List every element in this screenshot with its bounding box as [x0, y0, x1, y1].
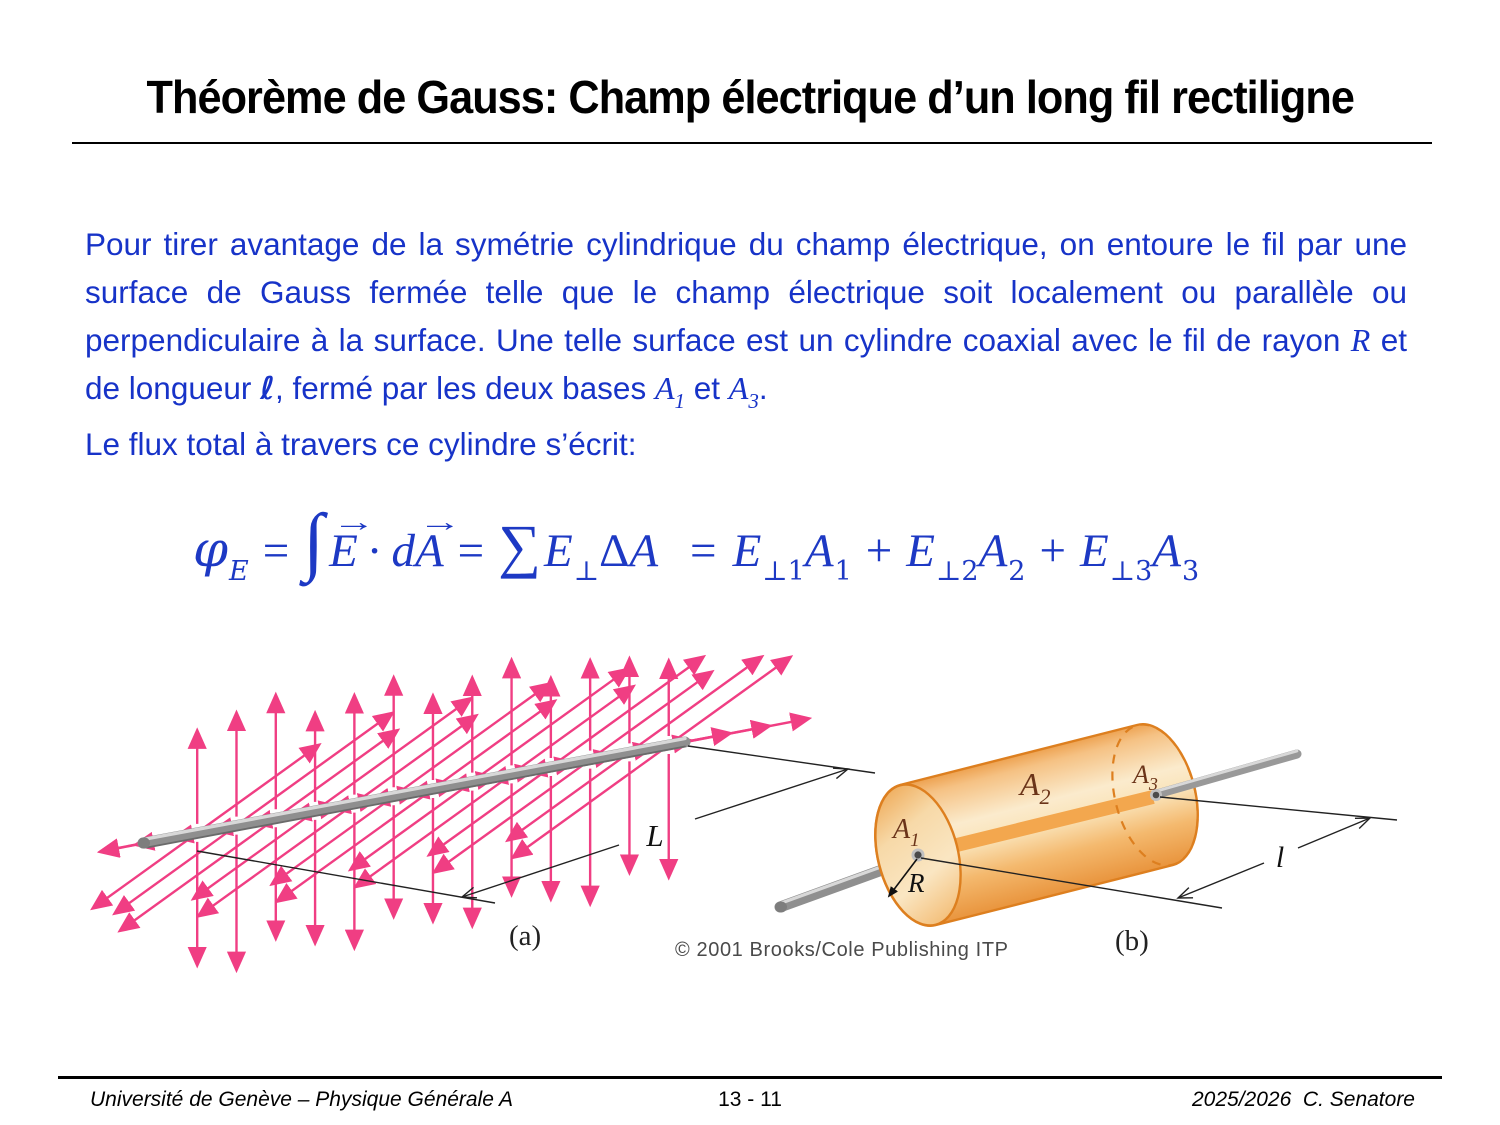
- intro-text-3: , fermé par les deux bases: [275, 370, 655, 406]
- term2-A-sub: 2: [1008, 556, 1026, 587]
- phi-symbol: φ: [193, 520, 229, 578]
- plus-1: +: [865, 525, 893, 577]
- equals-1: =: [262, 525, 290, 577]
- dot-operator: ·: [366, 525, 383, 577]
- equals-3: =: [690, 525, 717, 577]
- intro-text-2: et de longueur: [85, 322, 1407, 406]
- var-A1: A: [654, 370, 675, 406]
- vector-arrow-icon: →: [332, 507, 376, 538]
- term3-E-sub: ⊥3: [1109, 556, 1153, 587]
- plus-2: +: [1039, 525, 1066, 577]
- title-row: [0, 70, 1500, 124]
- page-title: Théorème de Gauss: Champ électrique d’un long fil rectiligne: [146, 71, 1354, 123]
- caption-a: (a): [509, 920, 542, 952]
- term1-A: A: [804, 525, 834, 577]
- delta-symbol: Δ: [599, 525, 630, 577]
- delta-A: A: [629, 525, 659, 577]
- intro-text-4: et: [685, 370, 729, 406]
- footer-page-number: 13 - 11: [718, 1088, 782, 1111]
- term3-A-sub: 3: [1182, 556, 1200, 587]
- footer-rule: [58, 1076, 1442, 1079]
- intro-text-5: .: [758, 370, 768, 406]
- label-A1: $A_1$: [893, 814, 920, 851]
- perp-subscript: ⊥: [573, 556, 600, 587]
- intro-text-1: Pour tirer avantage de la symétrie cylindrique du champ électrique, on entoure le fil par une surface de Gauss fermée telle que le champ électrique soit localement ou parallèle ou perpendiculaire à la surface. Une telle surface est un cylindre coaxial avec le fil de rayon: [85, 226, 1407, 358]
- phi-subscript: E: [229, 556, 249, 587]
- term1-E: E: [732, 525, 762, 577]
- vector-arrow-icon: →: [417, 507, 462, 538]
- differential-d: d: [391, 525, 415, 577]
- label-l: l: [1275, 841, 1285, 874]
- term1-A-sub: 1: [834, 556, 852, 587]
- integral-sign: ∫: [303, 499, 325, 583]
- label-A2: $A_2$: [1020, 766, 1051, 809]
- title-rule: [72, 142, 1432, 144]
- caption-b: (b): [1115, 925, 1149, 957]
- E-vector: → E: [329, 507, 376, 577]
- var-ell: ℓ: [260, 370, 276, 407]
- var-R: R: [1350, 322, 1371, 358]
- electric-field-arrows: [93, 657, 809, 970]
- term2-E-sub: ⊥2: [936, 556, 979, 587]
- term2-E: E: [906, 525, 935, 577]
- sigma-sign: ∑: [498, 513, 541, 579]
- footer-author: 2025/2026 C. Senatore: [1191, 1088, 1415, 1111]
- equals-2: =: [457, 525, 485, 577]
- term1-E-sub: ⊥1: [762, 556, 805, 587]
- copyright-credit: © 2001 Brooks/Cole Publishing ITP: [675, 939, 1009, 961]
- label-R: R: [908, 868, 925, 898]
- flux-equation: [193, 499, 1200, 587]
- term3-E: E: [1080, 525, 1109, 577]
- length-L-label: L: [646, 818, 664, 853]
- figure-b-gaussian-cylinder: [770, 645, 1470, 985]
- E-perp: E: [543, 525, 573, 577]
- term2-A: A: [978, 525, 1008, 577]
- var-A3-sub: 3: [748, 389, 759, 413]
- term3-A: A: [1152, 525, 1182, 577]
- var-A1-sub: 1: [674, 389, 686, 413]
- footer-institution: Université de Genève – Physique Générale A: [90, 1088, 513, 1111]
- label-A3: $A_3$: [1133, 760, 1158, 794]
- intro-paragraph: [85, 220, 1407, 425]
- var-A3: A: [728, 370, 749, 406]
- flux-intro-line: Le flux total à travers ce cylindre s’écrit:: [85, 426, 637, 462]
- A-vector: → A: [414, 507, 462, 577]
